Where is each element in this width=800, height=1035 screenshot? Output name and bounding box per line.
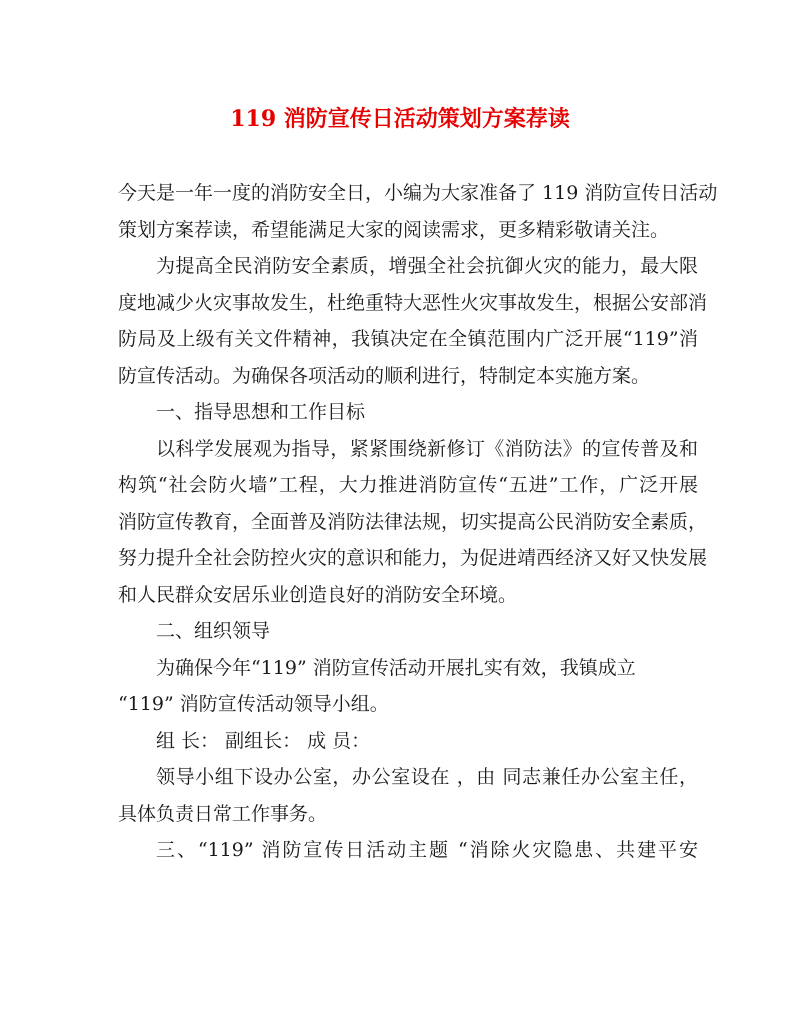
- paragraph-line: 努力提升全社会防控火灾的意识和能力，为促进靖西经济又好又快发展: [118, 547, 708, 569]
- paragraph-line: 和人民群众安居乐业创造良好的消防安全环境。: [118, 583, 518, 606]
- paragraph-line: 策划方案荐读，希望能满足大家的阅读需求，更多精彩敬请关注。: [118, 218, 670, 241]
- paragraph-line: 防宣传活动。为确保各项活动的顺利进行，特制定本实施方案。: [118, 364, 651, 387]
- paragraph-line: 二、组织领导: [156, 620, 271, 642]
- paragraph-line: 领导小组下设办公室，办公室设在 ，由 同志兼任办公室主任，: [156, 766, 698, 788]
- paragraph-line: 今天是一年一度的消防安全日，小编为大家准备了 119 消防宣传日活动: [118, 182, 718, 204]
- paragraph-line: 以科学发展观为指导，紧紧围绕新修订《消防法》的宣传普及和: [156, 437, 698, 460]
- paragraph-line: 一、指导思想和工作目标: [156, 401, 366, 423]
- paragraph-line: 为确保今年“119” 消防宣传活动开展扎实有效，我镇成立: [156, 656, 636, 679]
- paragraph-line: 防局及上级有关文件精神，我镇决定在全镇范围内广泛开展“119”消: [118, 328, 698, 350]
- paragraph-line: “119” 消防宣传活动领导小组。: [118, 693, 389, 715]
- paragraph-line: 为提高全民消防安全素质，增强全社会抗御火灾的能力，最大限: [156, 255, 698, 277]
- document-body: [118, 175, 718, 869]
- paragraph-line: 构筑“社会防火墙”工程，大力推进消防宣传“五进”工作，广泛开展: [118, 474, 698, 496]
- paragraph-line: 组 长： 副组长： 成 员：: [156, 729, 371, 752]
- paragraph-line: 度地减少火灾事故发生，杜绝重特大恶性火灾事故发生，根据公安部消: [118, 291, 708, 314]
- paragraph-line: 具体负责日常工作事务。: [118, 802, 328, 825]
- document-title: 119 消防宣传日活动策划方案荐读: [230, 106, 570, 132]
- paragraph-line: 三、“119” 消防宣传日活动主题 “消除火灾隐患、共建平安: [156, 839, 698, 861]
- paragraph-line: 消防宣传教育，全面普及消防法律法规，切实提高公民消防安全素质，: [118, 510, 708, 533]
